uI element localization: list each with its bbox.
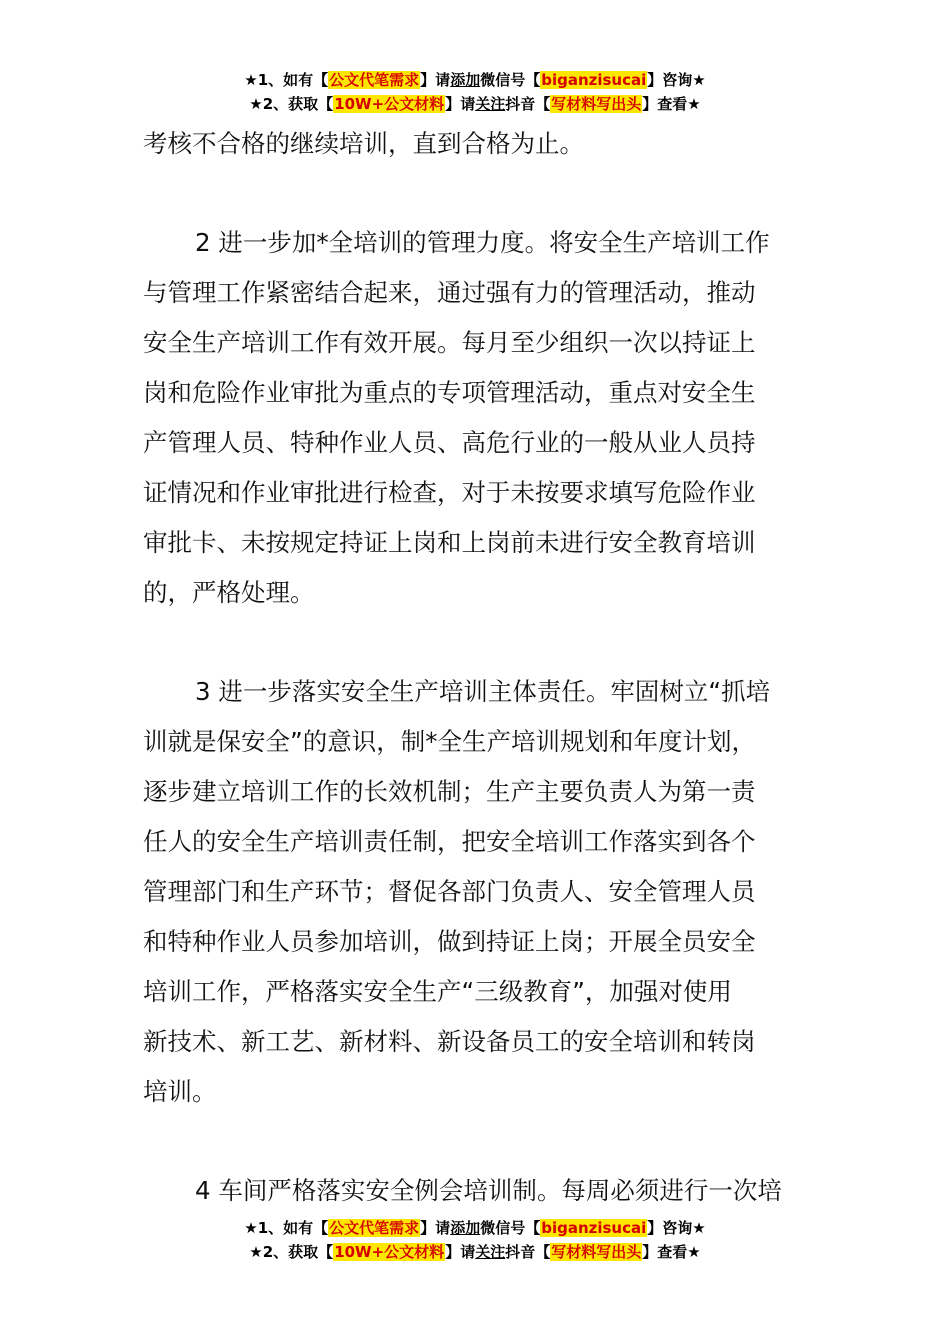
banner-highlight: 公文代笔需求	[329, 1219, 420, 1237]
text-line: 岗和危险作业审批为重点的专项管理活动，重点对安全生	[143, 378, 756, 407]
banner-underlined-text: 添加	[450, 71, 481, 89]
header-banner	[0, 68, 950, 116]
text-line: 与管理工作紧密结合起来，通过强有力的管理活动，推动	[143, 278, 756, 307]
text-line: 考核不合格的继续培训，直到合格为止。	[143, 129, 584, 158]
banner-text: 】咨询★	[647, 71, 706, 89]
banner-underlined-text: 关注	[475, 95, 506, 113]
paragraph	[143, 218, 807, 618]
banner-text: ★2、获取【	[249, 1243, 334, 1261]
banner-highlight: biganzisucai	[541, 71, 647, 89]
text-line: 培训工作，严格落实安全生产“三级教育”，加强对使用	[143, 977, 732, 1006]
text-line: 产管理人员、特种作业人员、高危行业的一般从业人员持	[143, 428, 756, 457]
text-line: 4 车间严格落实安全例会培训制。每周必须进行一次培	[195, 1176, 782, 1205]
footer-banner	[0, 1216, 950, 1264]
banner-text: 】请	[445, 1243, 476, 1261]
text-line: 训就是保安全”的意识，制*全生产培训规划和年度计划，	[143, 727, 756, 756]
text-line: 和特种作业人员参加培训，做到持证上岗；开展全员安全	[143, 927, 756, 956]
banner-highlight: 写材料写出头	[551, 1243, 642, 1261]
banner-text: ★1、如有【	[244, 1219, 329, 1237]
banner-line-1	[0, 1216, 950, 1240]
text-line: 新技术、新工艺、新材料、新设备员工的安全培训和转岗	[143, 1027, 756, 1056]
text-line: 逐步建立培训工作的长效机制；生产主要负责人为第一责	[143, 777, 756, 806]
paragraph	[143, 119, 807, 169]
paragraph-4-workshop-meetings	[143, 1166, 807, 1216]
text-line: 任人的安全生产培训责任制，把安全培训工作落实到各个	[143, 827, 756, 856]
text-line: 安全生产培训工作有效开展。每月至少组织一次以持证上	[143, 328, 756, 357]
banner-highlight: biganzisucai	[541, 1219, 647, 1237]
banner-text: 】咨询★	[647, 1219, 706, 1237]
text-line: 3 进一步落实安全生产培训主体责任。牢固树立“抓培	[195, 677, 771, 706]
banner-text: 】请	[420, 71, 451, 89]
banner-text: ★2、获取【	[249, 95, 334, 113]
paragraph	[143, 667, 807, 1117]
banner-line-2	[0, 92, 950, 116]
banner-text: ★1、如有【	[244, 71, 329, 89]
paragraph-continuation	[143, 119, 807, 169]
banner-underlined-text: 关注	[475, 1243, 506, 1261]
banner-text: 抖音【	[505, 1243, 551, 1261]
banner-highlight: 公文代笔需求	[329, 71, 420, 89]
banner-text: 】请	[445, 95, 476, 113]
banner-line-1	[0, 68, 950, 92]
banner-text: 抖音【	[505, 95, 551, 113]
banner-line-2	[0, 1240, 950, 1264]
text-line: 培训。	[143, 1077, 217, 1106]
text-line: 的，严格处理。	[143, 578, 315, 607]
banner-highlight: 10W+公文材料	[334, 95, 445, 113]
banner-text: 】请	[420, 1219, 451, 1237]
banner-text: 微信号【	[480, 1219, 541, 1237]
banner-underlined-text: 添加	[450, 1219, 481, 1237]
text-line: 2 进一步加*全培训的管理力度。将安全生产培训工作	[195, 228, 770, 257]
banner-text: 】查看★	[642, 1243, 701, 1261]
paragraph-2-training-management	[143, 218, 807, 618]
text-line: 证情况和作业审批进行检查，对于未按要求填写危险作业	[143, 478, 756, 507]
paragraph-3-responsibility	[143, 667, 807, 1117]
banner-highlight: 写材料写出头	[551, 95, 642, 113]
banner-text: 微信号【	[480, 71, 541, 89]
paragraph	[143, 1166, 807, 1216]
banner-highlight: 10W+公文材料	[334, 1243, 445, 1261]
text-line: 管理部门和生产环节；督促各部门负责人、安全管理人员	[143, 877, 756, 906]
banner-text: 】查看★	[642, 95, 701, 113]
text-line: 审批卡、未按规定持证上岗和上岗前未进行安全教育培训	[143, 528, 756, 557]
